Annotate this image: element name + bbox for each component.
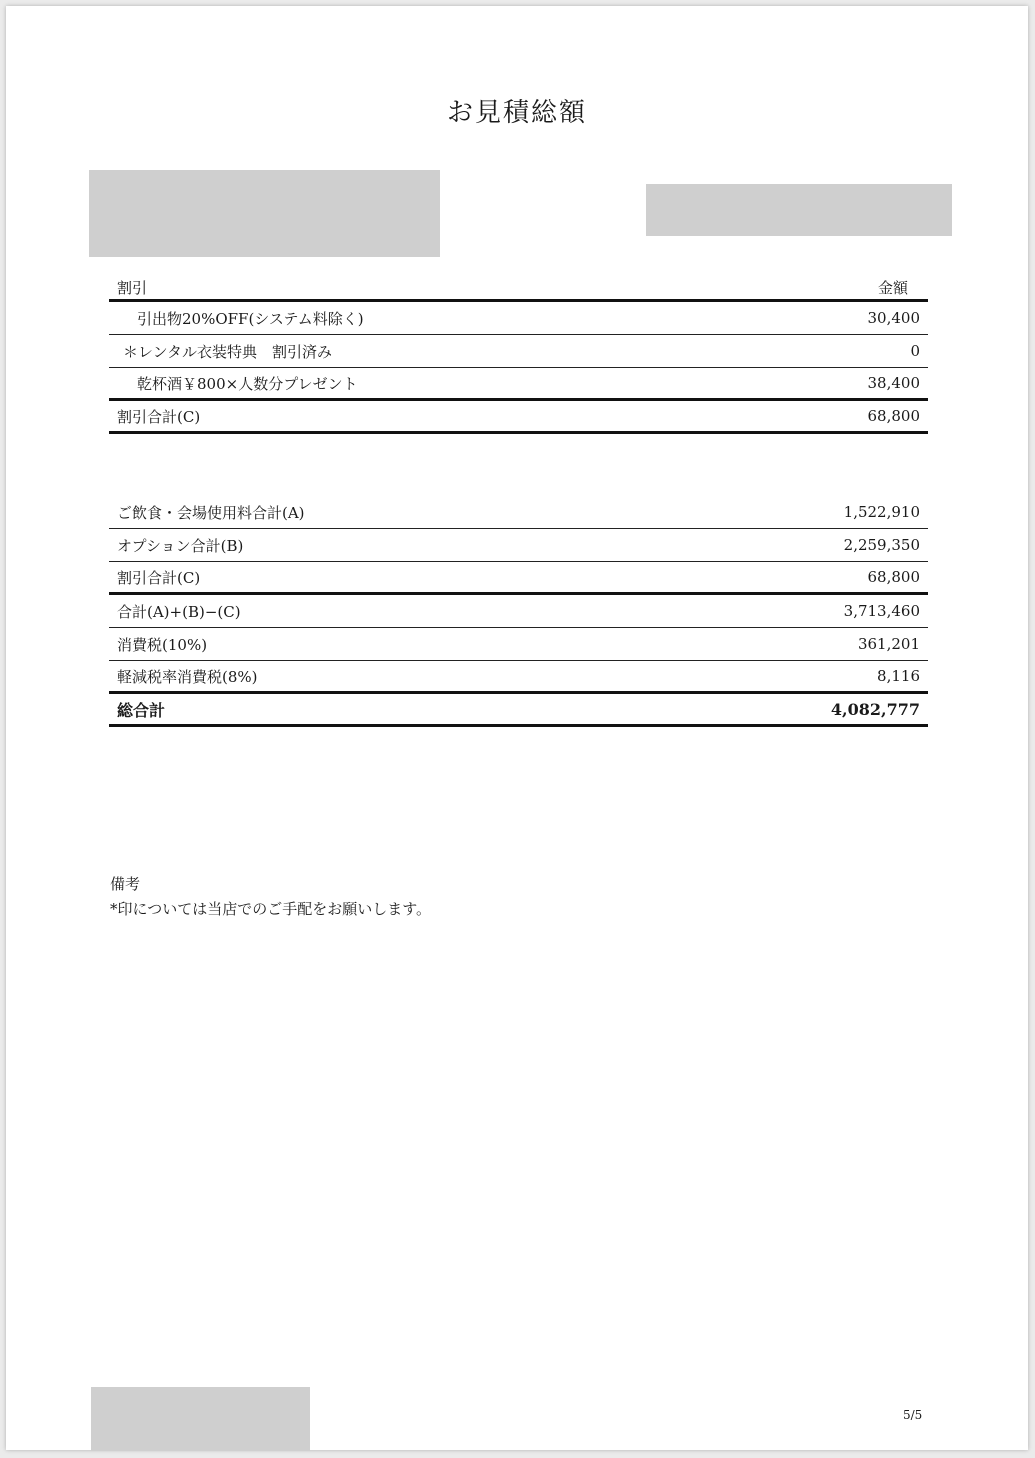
row-amount: 0 [910,342,920,360]
row-amount: 8,116 [877,667,920,685]
table-row [109,529,928,562]
redacted-block-customer [89,170,440,257]
row-label: ご飲食・会場使用料合計(A) [117,503,305,522]
table-row [109,302,928,335]
row-amount: 1,522,910 [843,503,920,521]
header-amount: 金額 [877,279,908,297]
remarks-text: *印については当店でのご手配をお願いします。 [110,900,432,918]
discount-table [109,276,928,434]
row-amount: 30,400 [867,309,920,327]
table-row [109,628,928,661]
row-label: 乾杯酒￥800×人数分プレゼント [137,374,358,393]
grand-total-amount: 4,082,777 [830,699,920,719]
row-amount: 38,400 [867,374,920,392]
row-label: 割引合計(C) [117,407,201,426]
table-row [109,496,928,529]
row-label: 合計(A)+(B)−(C) [117,602,241,621]
row-label: 引出物20%OFF(システム料除く) [137,309,364,328]
row-label: 軽減税率消費税(8%) [117,667,258,686]
table-row [109,661,928,694]
discount-table-header [109,276,928,302]
row-amount: 68,800 [867,568,920,586]
remarks-heading: 備考 [110,875,141,893]
redacted-block-company [646,184,952,236]
page-number: 5/5 [903,1408,923,1422]
table-row [109,595,928,628]
discount-total-row [109,401,928,434]
row-label: ＊レンタル衣装特典 割引済み [123,342,333,361]
table-row [109,335,928,368]
summary-table [109,496,928,727]
remarks-section [110,872,431,922]
row-label: オプション合計(B) [117,536,244,555]
grand-total-row [109,694,928,727]
row-amount: 68,800 [867,407,920,425]
row-label: 消費税(10%) [117,635,208,654]
header-label: 割引 [117,279,148,297]
document-title: お見積総額 [446,98,587,128]
table-row [109,368,928,401]
redacted-block-footer [91,1387,310,1451]
row-amount: 3,713,460 [843,602,920,620]
table-row [109,562,928,595]
row-label: 割引合計(C) [117,568,201,587]
row-amount: 361,201 [857,635,920,653]
grand-total-label: 総合計 [117,700,166,720]
document-page [6,6,1028,1450]
row-amount: 2,259,350 [843,536,920,554]
